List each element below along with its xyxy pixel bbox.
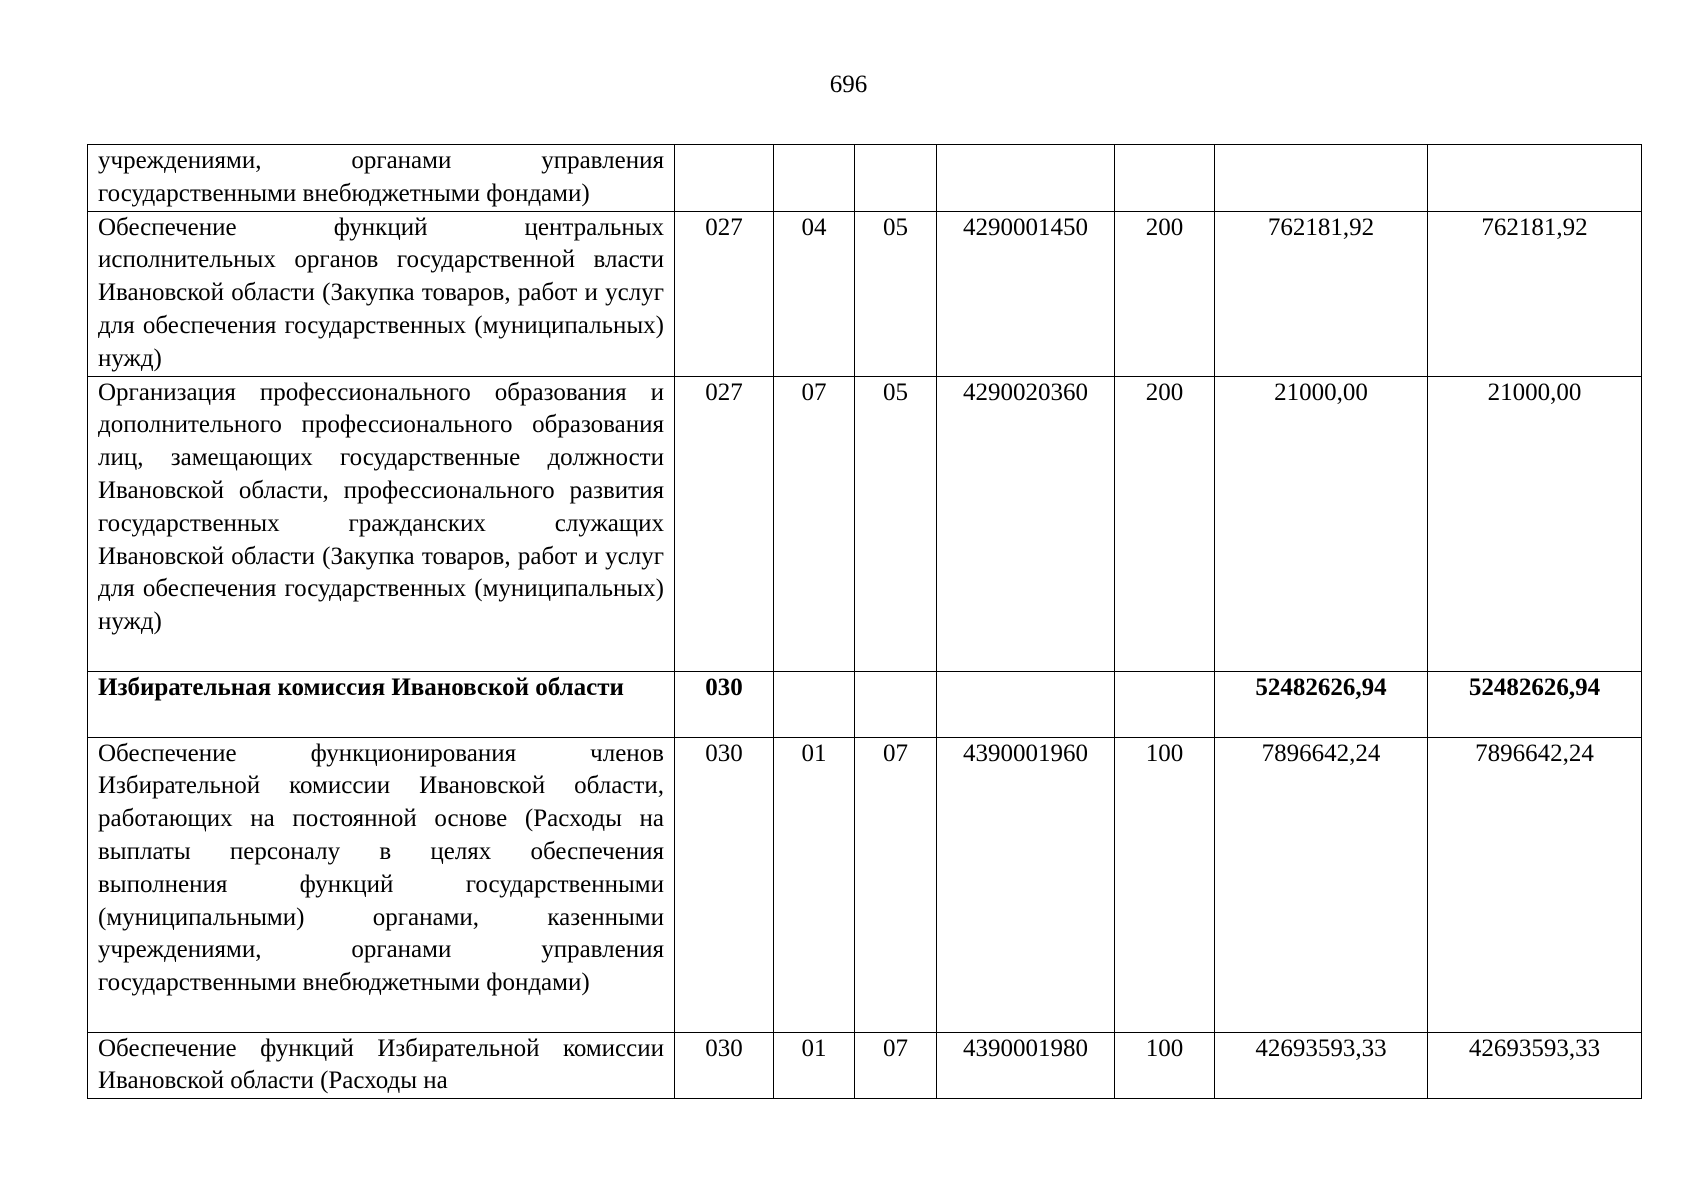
subsection-code: 05 <box>855 211 937 376</box>
amount-year-2: 52482626,94 <box>1428 671 1642 737</box>
row-description: Организация профессионального образования и дополнительного профессионального образования лиц, замещающих государственные должности Ивановской области, профессионального развития государственных гражданских служащих Ивановской области (Закупка товаров, работ и услуг для обеспечения государственных (муниципальных) нужд) <box>88 376 675 671</box>
amount-year-1: 7896642,24 <box>1215 737 1428 1032</box>
amount-year-2: 762181,92 <box>1428 211 1642 376</box>
table-row-section-total <box>88 671 1642 737</box>
ministry-code: 030 <box>675 737 774 1032</box>
subsection-code: 07 <box>855 1032 937 1099</box>
amount-year-2: 7896642,24 <box>1428 737 1642 1032</box>
page-number: 696 <box>829 71 868 98</box>
budget-table <box>87 144 1642 1099</box>
amount-year-2 <box>1428 145 1642 212</box>
table-row <box>88 211 1642 376</box>
subsection-code <box>855 671 937 737</box>
amount-year-1: 21000,00 <box>1215 376 1428 671</box>
section-code: 01 <box>774 737 855 1032</box>
ministry-code: 027 <box>675 211 774 376</box>
expense-type-code: 100 <box>1115 737 1215 1032</box>
subsection-code: 07 <box>855 737 937 1032</box>
amount-year-1 <box>1215 145 1428 212</box>
row-description: Обеспечение функций Избирательной комиссии Ивановской области (Расходы на <box>88 1032 675 1099</box>
target-article-code <box>937 671 1115 737</box>
amount-year-2: 42693593,33 <box>1428 1032 1642 1099</box>
expense-type-code: 100 <box>1115 1032 1215 1099</box>
row-description: Обеспечение функций центральных исполнительных органов государственной власти Ивановской области (Закупка товаров, работ и услуг для обеспечения государственных (муниципальных) нужд) <box>88 211 675 376</box>
target-article-code <box>937 145 1115 212</box>
expense-type-code: 200 <box>1115 211 1215 376</box>
row-description: учреждениями, органами управления государственными внебюджетными фондами) <box>88 145 675 212</box>
amount-year-1: 762181,92 <box>1215 211 1428 376</box>
amount-year-1: 52482626,94 <box>1215 671 1428 737</box>
target-article-code: 4290001450 <box>937 211 1115 376</box>
amount-year-1: 42693593,33 <box>1215 1032 1428 1099</box>
expense-type-code <box>1115 145 1215 212</box>
section-code: 01 <box>774 1032 855 1099</box>
ministry-code: 027 <box>675 376 774 671</box>
ministry-code: 030 <box>675 671 774 737</box>
section-code <box>774 671 855 737</box>
target-article-code: 4390001980 <box>937 1032 1115 1099</box>
expense-type-code <box>1115 671 1215 737</box>
expense-type-code: 200 <box>1115 376 1215 671</box>
ministry-code: 030 <box>675 1032 774 1099</box>
subsection-code <box>855 145 937 212</box>
row-description: Избирательная комиссия Ивановской области <box>88 671 675 737</box>
subsection-code: 05 <box>855 376 937 671</box>
table-row <box>88 145 1642 212</box>
target-article-code: 4390001960 <box>937 737 1115 1032</box>
row-description: Обеспечение функционирования членов Избирательной комиссии Ивановской области, работающих на постоянной основе (Расходы на выплаты персоналу в целях обеспечения выполнения функций государственными (муниципальными) органами, казенными учреждениями, органами управления государственными внебюджетными фондами) <box>88 737 675 1032</box>
section-code: 07 <box>774 376 855 671</box>
table-row <box>88 376 1642 671</box>
ministry-code <box>675 145 774 212</box>
section-code <box>774 145 855 212</box>
table-row <box>88 737 1642 1032</box>
table-row <box>88 1032 1642 1099</box>
target-article-code: 4290020360 <box>937 376 1115 671</box>
section-code: 04 <box>774 211 855 376</box>
amount-year-2: 21000,00 <box>1428 376 1642 671</box>
